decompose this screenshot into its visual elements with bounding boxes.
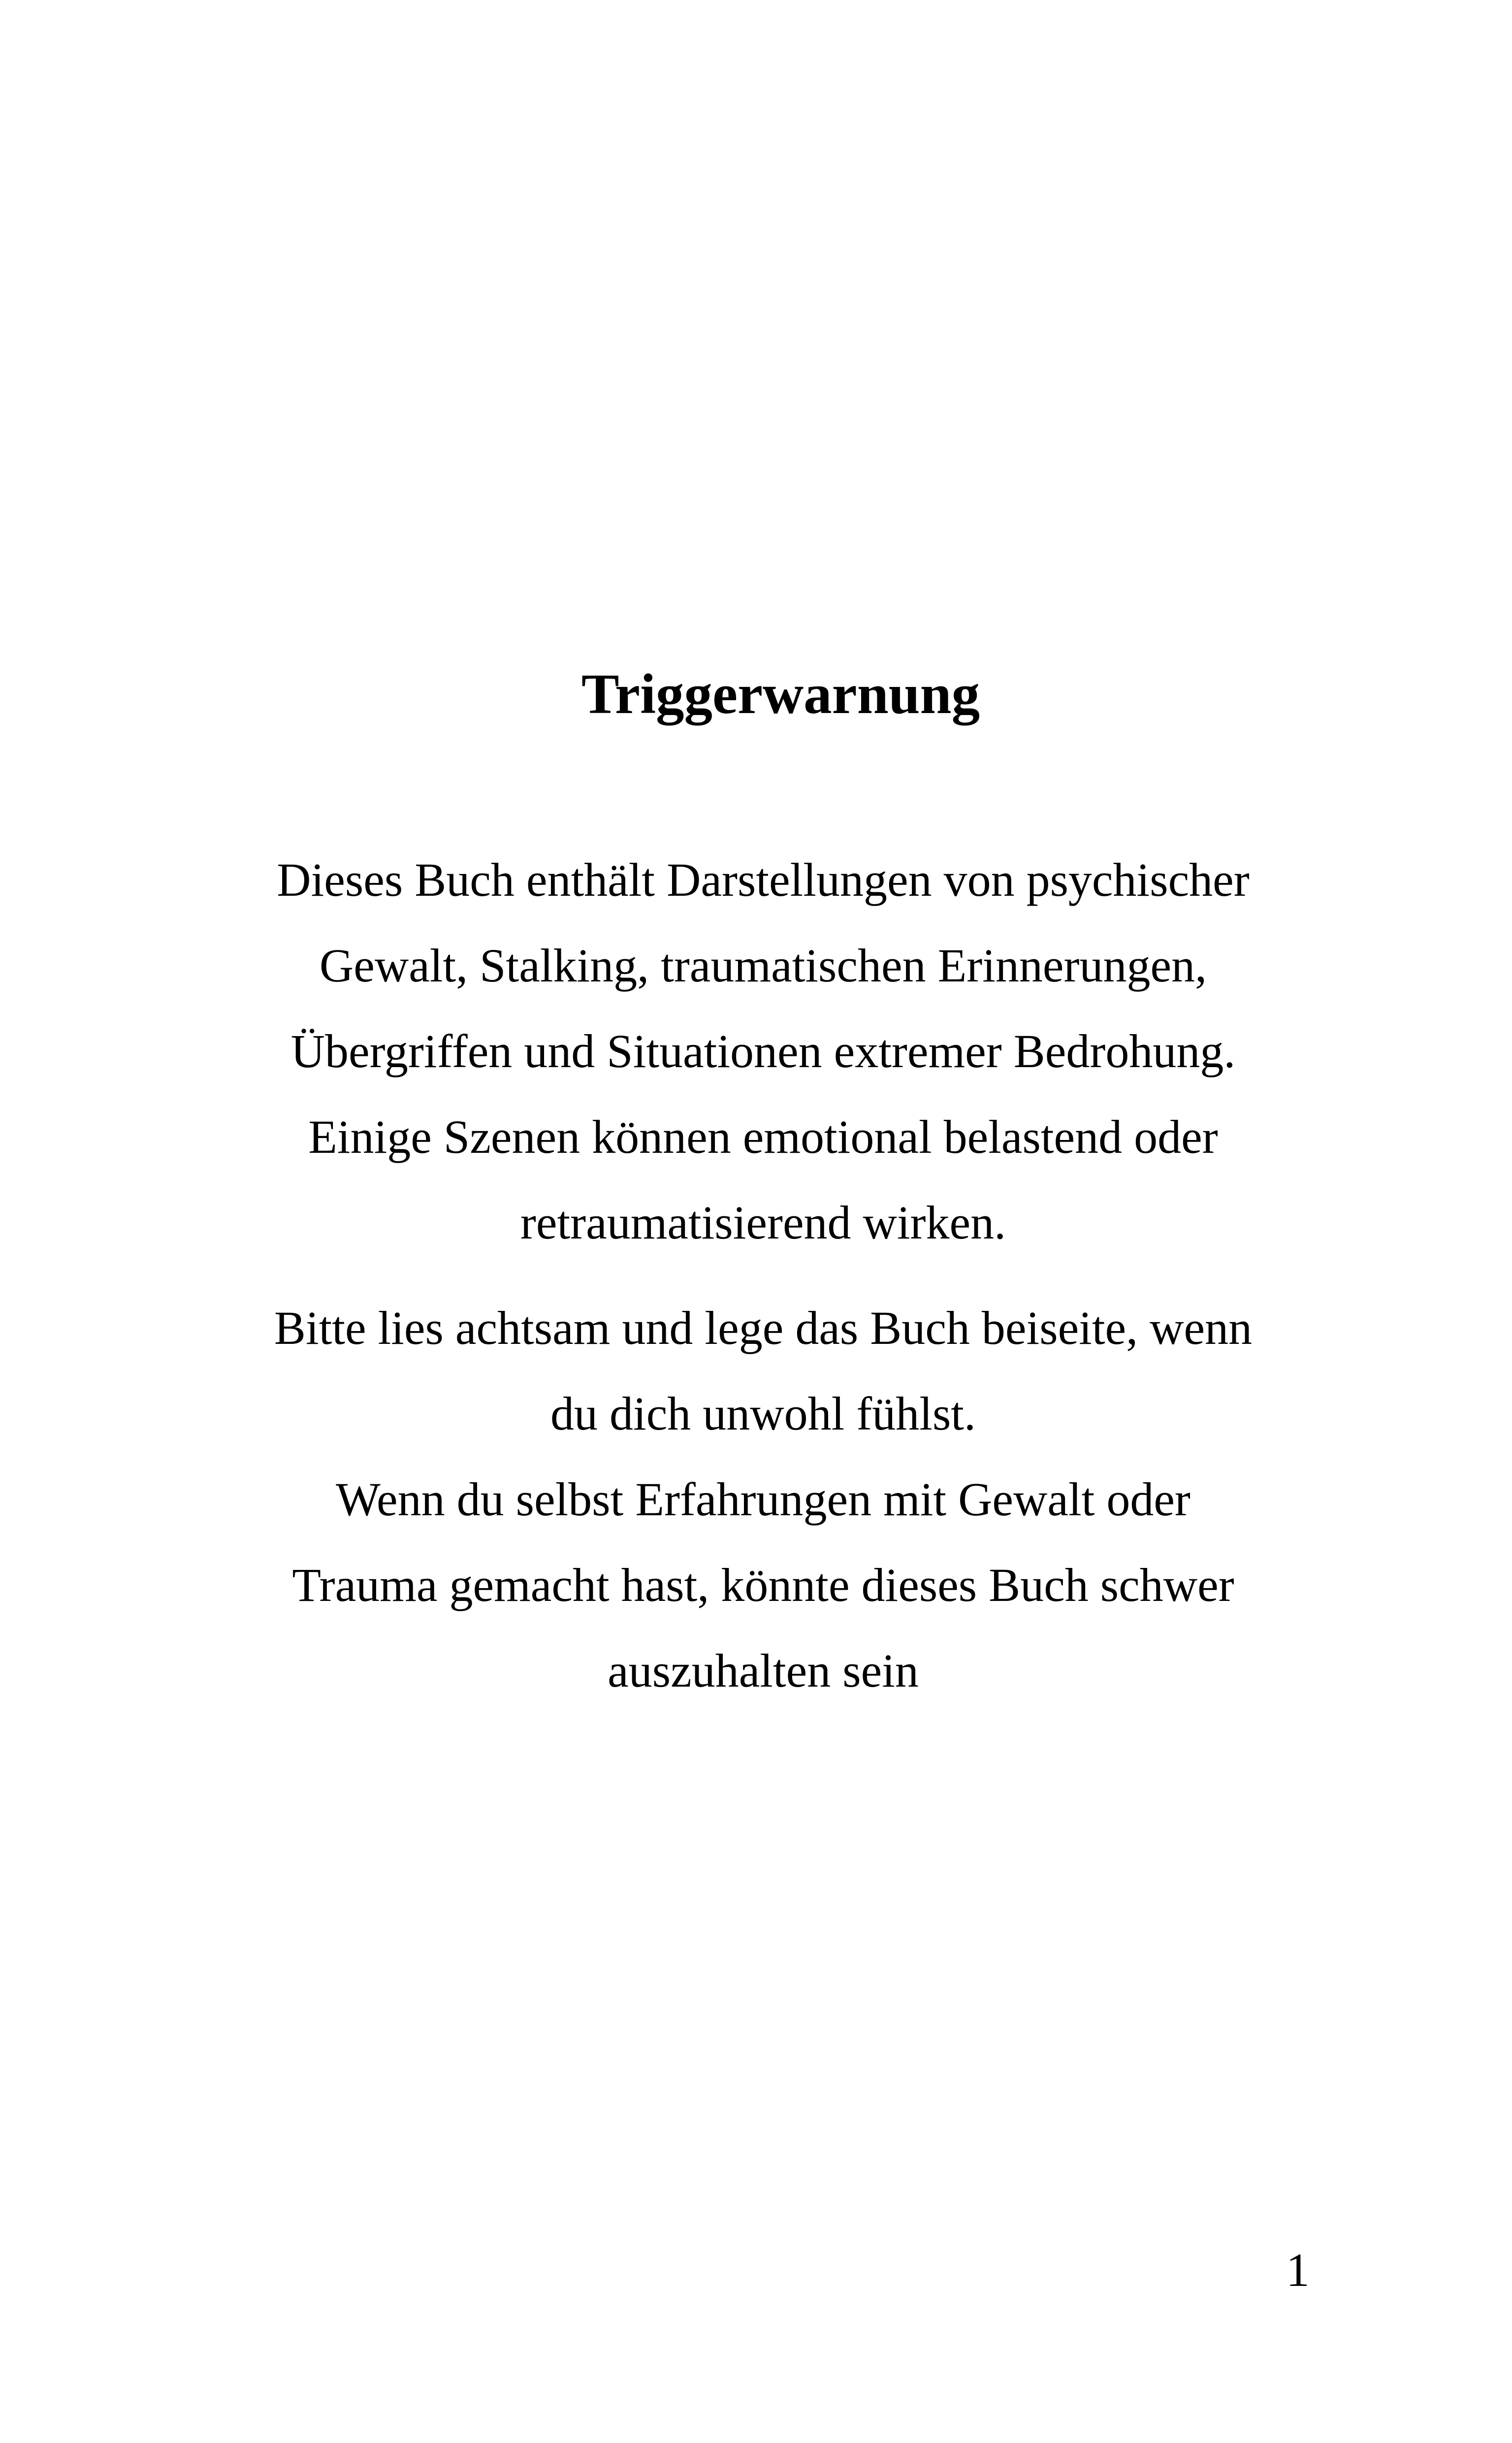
paragraph-content-warning xyxy=(222,837,1305,1266)
text-line: Einige Szenen können emotional belastend oder xyxy=(308,1110,1218,1163)
text-line: Bitte lies achtsam und lege das Buch beiseite, wenn xyxy=(274,1302,1253,1354)
text-line: Dieses Buch enthält Darstellungen von psychischer xyxy=(277,853,1250,906)
paragraph-personal-experience xyxy=(222,1457,1305,1714)
text-line: Wenn du selbst Erfahrungen mit Gewalt oder xyxy=(336,1473,1190,1526)
page-title: Triggerwarnung xyxy=(581,663,980,725)
text-line: Gewalt, Stalking, traumatischen Erinnerungen, xyxy=(319,939,1207,992)
text-line: retraumatisierend wirken. xyxy=(520,1196,1006,1249)
text-line: Übergriffen und Situationen extremer Bedrohung. xyxy=(290,1025,1236,1077)
text-line: auszuhalten sein xyxy=(608,1644,919,1697)
body-text xyxy=(222,837,1305,1714)
text-line: du dich unwohl fühlst. xyxy=(550,1387,976,1440)
paragraph-read-carefully xyxy=(222,1285,1305,1457)
text-line: Trauma gemacht hast, könnte dieses Buch schwer xyxy=(292,1559,1234,1611)
page-number: 1 xyxy=(1286,2244,1310,2296)
